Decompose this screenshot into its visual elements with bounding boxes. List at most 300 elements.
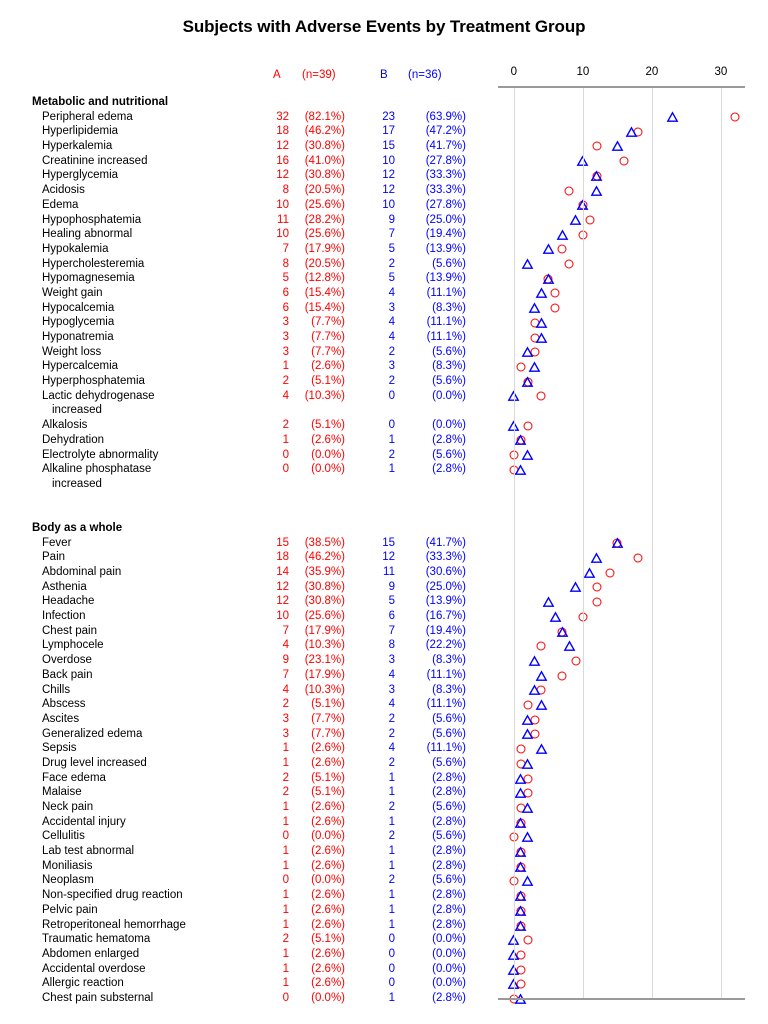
group-b-percent: (2.8%) <box>432 859 466 872</box>
group-a-count: 1 <box>282 918 289 931</box>
table-row <box>0 154 480 169</box>
group-b-percent: (2.8%) <box>432 889 466 902</box>
marker-group-a-circle <box>634 554 643 563</box>
group-b-count: 2 <box>388 375 395 388</box>
table-row <box>0 286 480 301</box>
adverse-event-label: Allergic reaction <box>42 977 124 990</box>
adverse-event-label: Chest pain <box>42 624 97 637</box>
group-a-count: 2 <box>282 771 289 784</box>
adverse-event-label: Fever <box>42 536 72 549</box>
group-a-count: 1 <box>282 742 289 755</box>
group-a-percent: (15.4%) <box>304 301 345 314</box>
adverse-event-label: Traumatic hematoma <box>42 933 151 946</box>
table-row <box>0 741 480 756</box>
table-row <box>0 815 480 830</box>
group-b-percent: (5.6%) <box>432 756 466 769</box>
gridline-20 <box>652 88 653 999</box>
group-b-count: 1 <box>388 991 395 1004</box>
group-b-percent: (13.9%) <box>425 242 466 255</box>
table-row <box>0 991 480 1006</box>
group-b-count: 4 <box>388 286 395 299</box>
group-a-count: 18 <box>276 125 289 138</box>
marker-layer <box>498 88 745 999</box>
table-row <box>0 712 480 727</box>
group-a-count: 1 <box>282 433 289 446</box>
marker-group-a-circle <box>592 583 601 592</box>
group-b-percent: (33.3%) <box>425 551 466 564</box>
adverse-event-label: Lymphocele <box>42 639 104 652</box>
group-a-count: 7 <box>282 624 289 637</box>
group-a-count: 0 <box>282 463 289 476</box>
adverse-event-label: Malaise <box>42 786 82 799</box>
table-row <box>0 198 480 213</box>
adverse-event-label: Hyperlipidemia <box>42 125 119 138</box>
group-a-count: 1 <box>282 845 289 858</box>
group-b-percent: (33.3%) <box>425 169 466 182</box>
group-b-percent: (41.7%) <box>425 536 466 549</box>
group-a-percent: (0.0%) <box>311 991 345 1004</box>
group-a-percent: (30.8%) <box>304 580 345 593</box>
group-b-percent: (8.3%) <box>432 301 466 314</box>
adverse-event-label: Cellulitis <box>42 830 85 843</box>
group-b-count: 1 <box>388 903 395 916</box>
group-b-percent: (5.6%) <box>432 830 466 843</box>
group-a-percent: (5.1%) <box>311 419 345 432</box>
group-b-percent: (41.7%) <box>425 140 466 153</box>
group-a-percent: (2.6%) <box>311 889 345 902</box>
table-row-continuation <box>0 403 480 418</box>
marker-group-a-circle <box>558 671 567 680</box>
adverse-event-label: Dehydration <box>42 433 105 446</box>
group-a-percent: (7.7%) <box>311 331 345 343</box>
table-row <box>0 771 480 786</box>
group-a-percent: (2.6%) <box>311 977 345 990</box>
group-b-percent: (19.4%) <box>425 228 466 241</box>
adverse-event-label: Hypercholesteremia <box>42 257 145 270</box>
group-a-count: 3 <box>282 712 289 725</box>
group-b-count: 1 <box>388 786 395 799</box>
group-b-percent: (2.8%) <box>432 991 466 1004</box>
group-a-percent: (10.3%) <box>304 683 345 696</box>
table-row <box>0 418 480 433</box>
adverse-event-label: Alkalosis <box>42 419 88 432</box>
table-row <box>0 330 480 345</box>
group-b-percent: (0.0%) <box>432 933 466 946</box>
group-b-count: 15 <box>382 140 395 153</box>
group-b-percent: (5.6%) <box>432 712 466 725</box>
group-b-percent: (25.0%) <box>425 580 466 593</box>
group-a-percent: (10.3%) <box>304 389 345 402</box>
adverse-event-label: Asthenia <box>42 580 87 593</box>
table-row-spacer <box>0 492 480 507</box>
group-b-count: 2 <box>388 257 395 270</box>
group-a-percent: (0.0%) <box>311 448 345 461</box>
adverse-event-label: Edema <box>42 198 79 211</box>
group-b-count: 10 <box>382 154 395 167</box>
table-row <box>0 727 480 742</box>
group-a-count: 16 <box>276 154 289 167</box>
group-a-count: 6 <box>282 301 289 314</box>
table-row <box>0 536 480 551</box>
group-b-percent: (2.8%) <box>432 918 466 931</box>
group-b-count: 10 <box>382 198 395 211</box>
group-a-percent: (46.2%) <box>304 125 345 138</box>
group-b-percent: (2.8%) <box>432 463 466 476</box>
x-axis-tick-30: 30 <box>714 66 728 78</box>
adverse-event-label: Hypomagnesemia <box>42 272 135 285</box>
group-b-percent: (11.1%) <box>426 668 466 681</box>
group-b-percent: (2.8%) <box>432 815 466 828</box>
group-a-count: 1 <box>282 756 289 769</box>
panel-bottom-rule <box>498 998 745 1000</box>
adverse-event-label: Neck pain <box>42 801 94 813</box>
marker-group-a-circle <box>571 656 580 665</box>
group-b-percent: (8.3%) <box>432 683 466 696</box>
group-a-count: 4 <box>282 389 289 402</box>
table-row <box>0 903 480 918</box>
table-row <box>0 124 480 139</box>
group-a-count: 0 <box>282 874 289 887</box>
group-a-percent: (2.6%) <box>311 360 345 373</box>
group-a-percent: (2.6%) <box>311 845 345 858</box>
group-b-count: 2 <box>388 448 395 461</box>
table-section-header <box>0 95 480 110</box>
group-a-count: 32 <box>276 110 289 123</box>
group-b-count: 3 <box>388 683 395 696</box>
adverse-event-label: Pelvic pain <box>42 903 98 916</box>
group-a-count: 1 <box>282 903 289 916</box>
group-b-count: 2 <box>388 756 395 769</box>
group-b-count: 7 <box>388 228 395 241</box>
table-row <box>0 947 480 962</box>
adverse-event-label: Face edema <box>42 771 106 784</box>
group-a-percent: (20.5%) <box>304 184 345 197</box>
group-a-percent: (2.6%) <box>311 815 345 828</box>
adverse-event-label: Accidental overdose <box>42 962 146 975</box>
adverse-event-label: Pain <box>42 551 66 564</box>
group-b-count: 0 <box>388 962 395 975</box>
table-row <box>0 638 480 653</box>
table-row <box>0 168 480 183</box>
group-a-percent: (25.6%) <box>304 610 345 623</box>
group-b-percent: (5.6%) <box>432 801 466 813</box>
table-row <box>0 110 480 125</box>
group-a-percent: (7.7%) <box>311 727 345 740</box>
section-label: Body as a whole <box>32 521 123 534</box>
table-row-spacer <box>0 506 480 521</box>
table-row <box>0 756 480 771</box>
group-b-count: 4 <box>388 331 395 343</box>
group-b-percent: (27.8%) <box>425 198 466 211</box>
table-row <box>0 301 480 316</box>
table-row <box>0 888 480 903</box>
adverse-event-label: Ascites <box>42 712 80 725</box>
group-a-count: 3 <box>282 331 289 343</box>
group-b-count: 0 <box>388 977 395 990</box>
group-a-count: 7 <box>282 242 289 255</box>
group-b-count: 2 <box>388 345 395 358</box>
group-a-count: 1 <box>282 947 289 960</box>
group-b-count: 3 <box>388 654 395 667</box>
x-axis-tick-labels <box>498 66 745 84</box>
x-axis-tick-0: 0 <box>510 66 518 78</box>
adverse-event-label: Healing abnormal <box>42 228 133 241</box>
group-a-count: 2 <box>282 933 289 946</box>
table-row <box>0 859 480 874</box>
table-row <box>0 433 480 448</box>
group-a-percent: (2.6%) <box>311 947 345 960</box>
group-a-percent: (25.6%) <box>304 198 345 211</box>
adverse-event-label: Abdomen enlarged <box>42 947 140 960</box>
group-b-count: 1 <box>388 859 395 872</box>
group-a-count: 6 <box>282 286 289 299</box>
group-a-count: 10 <box>276 610 289 623</box>
group-a-percent: (0.0%) <box>311 830 345 843</box>
group-a-count: 4 <box>282 683 289 696</box>
adverse-event-label: Acidosis <box>42 184 85 197</box>
adverse-event-label: Creatinine increased <box>42 154 148 167</box>
adverse-event-label: Drug level increased <box>42 756 147 769</box>
group-a-percent: (38.5%) <box>304 536 345 549</box>
group-b-percent: (22.2%) <box>425 639 466 652</box>
group-b-percent: (11.1%) <box>426 331 466 343</box>
group-b-count: 12 <box>382 184 395 197</box>
table-row <box>0 785 480 800</box>
group-b-count: 5 <box>388 595 395 608</box>
group-b-percent: (25.0%) <box>425 213 466 226</box>
adverse-event-label: Back pain <box>42 668 93 681</box>
group-b-count: 12 <box>382 169 395 182</box>
adverse-event-label: Neoplasm <box>42 874 94 887</box>
group-a-percent: (46.2%) <box>304 551 345 564</box>
group-b-count: 9 <box>388 213 395 226</box>
table-row <box>0 609 480 624</box>
adverse-event-label: Non-specified drug reaction <box>42 889 183 902</box>
group-a-count: 10 <box>276 198 289 211</box>
table-row <box>0 242 480 257</box>
table-row <box>0 918 480 933</box>
group-b-count: 3 <box>388 301 395 314</box>
table-row <box>0 227 480 242</box>
group-b-percent: (33.3%) <box>425 184 466 197</box>
group-b-percent: (63.9%) <box>425 110 466 123</box>
group-a-percent: (7.7%) <box>311 316 345 329</box>
table-row <box>0 271 480 286</box>
group-b-percent: (19.4%) <box>425 624 466 637</box>
column-header-group-b: B <box>380 69 388 81</box>
group-a-count: 1 <box>282 360 289 373</box>
column-header-group-b-n: (n=36) <box>408 69 442 81</box>
group-b-count: 4 <box>388 698 395 711</box>
table-row <box>0 315 480 330</box>
table-section-header <box>0 521 480 536</box>
group-a-count: 1 <box>282 801 289 813</box>
adverse-event-label: Lactic dehydrogenase <box>42 389 155 402</box>
group-b-percent: (5.6%) <box>432 375 466 388</box>
group-b-count: 4 <box>388 668 395 681</box>
group-b-count: 0 <box>388 933 395 946</box>
table-row <box>0 800 480 815</box>
group-a-count: 15 <box>276 536 289 549</box>
group-a-percent: (7.7%) <box>311 712 345 725</box>
section-label: Metabolic and nutritional <box>32 96 169 108</box>
group-b-count: 1 <box>388 771 395 784</box>
group-a-percent: (15.4%) <box>304 286 345 299</box>
group-b-count: 7 <box>388 624 395 637</box>
group-b-count: 12 <box>382 551 395 564</box>
group-b-count: 4 <box>388 316 395 329</box>
group-a-percent: (20.5%) <box>304 257 345 270</box>
group-b-count: 0 <box>388 419 395 432</box>
group-a-percent: (28.2%) <box>304 213 345 226</box>
table-row <box>0 345 480 360</box>
table-row <box>0 844 480 859</box>
marker-group-a-circle <box>620 157 629 166</box>
group-b-count: 1 <box>388 889 395 902</box>
group-a-count: 2 <box>282 786 289 799</box>
adverse-event-label: Hyperglycemia <box>42 169 119 182</box>
group-a-percent: (12.8%) <box>304 272 345 285</box>
group-a-percent: (5.1%) <box>311 933 345 946</box>
group-b-count: 2 <box>388 712 395 725</box>
group-b-percent: (2.8%) <box>432 903 466 916</box>
group-a-percent: (10.3%) <box>304 639 345 652</box>
group-a-percent: (7.7%) <box>311 345 345 358</box>
group-a-percent: (0.0%) <box>311 874 345 887</box>
group-a-percent: (2.6%) <box>311 962 345 975</box>
marker-group-a-circle <box>523 701 532 710</box>
group-b-count: 5 <box>388 242 395 255</box>
group-a-percent: (2.6%) <box>311 859 345 872</box>
table-row <box>0 359 480 374</box>
adverse-event-label: Chills <box>42 683 71 696</box>
group-a-count: 3 <box>282 316 289 329</box>
group-b-percent: (8.3%) <box>432 360 466 373</box>
adverse-event-label: Abscess <box>42 698 86 711</box>
column-header-group-a-n: (n=39) <box>302 69 336 81</box>
gridline-30 <box>721 88 722 999</box>
group-b-count: 17 <box>382 125 395 138</box>
group-b-count: 3 <box>388 360 395 373</box>
group-b-count: 1 <box>388 845 395 858</box>
gridline-10 <box>583 88 584 999</box>
table-row <box>0 932 480 947</box>
table-row <box>0 448 480 463</box>
group-a-percent: (17.9%) <box>304 668 345 681</box>
column-header-group-a: A <box>273 69 281 81</box>
group-b-count: 1 <box>388 815 395 828</box>
marker-group-a-circle <box>523 936 532 945</box>
group-a-count: 4 <box>282 639 289 652</box>
adverse-event-label: Hyperphosphatemia <box>42 375 145 388</box>
adverse-event-label: increased <box>52 477 102 490</box>
group-b-percent: (11.1%) <box>426 742 466 755</box>
group-a-percent: (2.6%) <box>311 742 345 755</box>
table-row-continuation <box>0 477 480 492</box>
group-a-percent: (41.0%) <box>304 154 345 167</box>
group-b-count: 1 <box>388 463 395 476</box>
group-b-count: 9 <box>388 580 395 593</box>
group-a-count: 1 <box>282 889 289 902</box>
group-a-percent: (0.0%) <box>311 463 345 476</box>
group-a-count: 5 <box>282 272 289 285</box>
group-a-count: 18 <box>276 551 289 564</box>
group-a-percent: (5.1%) <box>311 786 345 799</box>
adverse-event-label: Accidental injury <box>42 815 126 828</box>
table-rows <box>0 95 480 1006</box>
group-a-percent: (30.8%) <box>304 595 345 608</box>
group-a-count: 1 <box>282 859 289 872</box>
gridline-0 <box>514 88 515 999</box>
group-a-count: 9 <box>282 654 289 667</box>
marker-group-a-circle <box>537 392 546 401</box>
group-b-percent: (0.0%) <box>432 419 466 432</box>
group-b-percent: (0.0%) <box>432 947 466 960</box>
adverse-event-label: Hypocalcemia <box>42 301 115 314</box>
group-b-count: 5 <box>388 272 395 285</box>
group-a-count: 12 <box>276 580 289 593</box>
adverse-event-label: Peripheral edema <box>42 110 133 123</box>
group-b-percent: (2.8%) <box>432 433 466 446</box>
table-row <box>0 683 480 698</box>
group-a-count: 12 <box>276 595 289 608</box>
group-b-percent: (5.6%) <box>432 874 466 887</box>
group-b-count: 1 <box>388 433 395 446</box>
group-b-percent: (5.6%) <box>432 448 466 461</box>
group-a-count: 8 <box>282 257 289 270</box>
group-a-percent: (35.9%) <box>304 566 345 578</box>
group-a-count: 12 <box>276 169 289 182</box>
group-b-percent: (5.6%) <box>432 727 466 740</box>
group-a-percent: (2.6%) <box>311 433 345 446</box>
marker-group-a-circle <box>558 245 567 254</box>
group-a-count: 1 <box>282 815 289 828</box>
adverse-event-label: Hypophosphatemia <box>42 213 142 226</box>
adverse-event-label: increased <box>52 404 102 417</box>
group-b-percent: (27.8%) <box>425 154 466 167</box>
marker-group-a-circle <box>592 598 601 607</box>
group-a-percent: (5.1%) <box>311 771 345 784</box>
adverse-event-label: Hyperkalemia <box>42 140 113 153</box>
group-a-percent: (2.6%) <box>311 756 345 769</box>
group-b-count: 4 <box>388 742 395 755</box>
table-row <box>0 829 480 844</box>
table-row <box>0 374 480 389</box>
table-row <box>0 962 480 977</box>
marker-group-a-circle <box>585 215 594 224</box>
table-row <box>0 257 480 272</box>
adverse-event-label: Sepsis <box>42 742 77 755</box>
adverse-event-label: Weight loss <box>42 345 102 358</box>
marker-group-a-circle <box>592 142 601 151</box>
table-row <box>0 213 480 228</box>
marker-group-a-circle <box>516 745 525 754</box>
group-b-count: 2 <box>388 801 395 813</box>
table-row <box>0 139 480 154</box>
marker-group-a-circle <box>551 304 560 313</box>
group-a-count: 1 <box>282 977 289 990</box>
group-b-count: 0 <box>388 947 395 960</box>
dot-plot-panel <box>498 88 745 999</box>
group-a-percent: (82.1%) <box>304 110 345 123</box>
group-b-percent: (11.1%) <box>426 698 466 711</box>
table-row <box>0 565 480 580</box>
table-row <box>0 624 480 639</box>
group-a-percent: (17.9%) <box>304 624 345 637</box>
group-a-percent: (5.1%) <box>311 698 345 711</box>
adverse-event-label: Hypokalemia <box>42 242 109 255</box>
group-a-count: 2 <box>282 419 289 432</box>
